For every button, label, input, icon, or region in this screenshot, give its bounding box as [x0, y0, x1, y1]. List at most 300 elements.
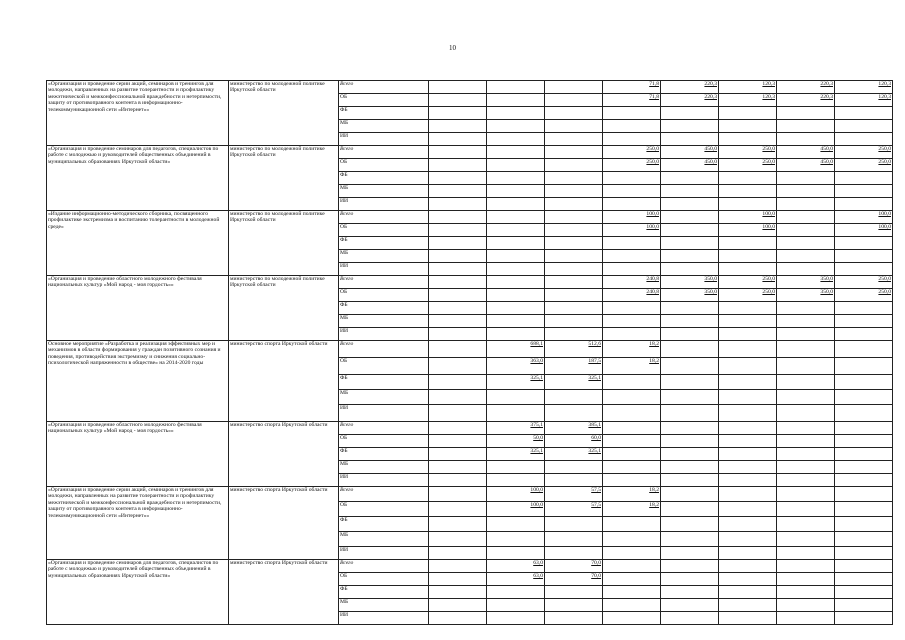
amount-cell [487, 263, 545, 276]
amount-cell [603, 224, 661, 237]
amount-value: 325,1 [530, 448, 543, 454]
amount-cell [487, 448, 545, 461]
activity-description: Основное мероприятие «Разработка и реализация эффективных мер и механизмов в области формирования у граждан позитивного сознания и поведения, противодействия экстремизму и снижения социально-психологической напряженности в обществе» на 2014-2020 годы [47, 341, 229, 422]
amount-cell [545, 211, 603, 224]
amount-cell [429, 198, 487, 211]
amount-cell [545, 599, 603, 612]
amount-cell [487, 560, 545, 573]
amount-cell [835, 159, 893, 172]
amount-cell [777, 237, 835, 250]
amount-cell [545, 159, 603, 172]
amount-cell [545, 405, 603, 422]
amount-cell [545, 81, 603, 94]
amount-cell [661, 276, 719, 289]
amount-cell [429, 94, 487, 107]
amount-cell [661, 448, 719, 461]
amount-cell [603, 390, 661, 405]
amount-cell [603, 474, 661, 487]
amount-cell [487, 198, 545, 211]
amount-cell [777, 474, 835, 487]
amount-value: 250,0 [878, 289, 891, 295]
table-row [47, 341, 893, 358]
funding-source: ОБ [339, 224, 429, 237]
amount-cell [661, 237, 719, 250]
funding-source: ФБ [339, 237, 429, 250]
amount-cell [545, 328, 603, 341]
amount-value: 350,0 [704, 276, 717, 282]
amount-cell [603, 159, 661, 172]
amount-value: 71,8 [649, 81, 659, 87]
amount-value: 18,2 [649, 341, 659, 347]
amount-cell [719, 94, 777, 107]
amount-cell [429, 612, 487, 625]
amount-cell [719, 560, 777, 573]
funding-source: Всего [339, 560, 429, 573]
amount-cell [487, 612, 545, 625]
amount-cell [487, 422, 545, 435]
amount-cell [777, 358, 835, 375]
activity-executor: министерство по молодежной политике Иркутской области [229, 146, 339, 211]
funding-source: ФБ [339, 517, 429, 532]
amount-cell [487, 375, 545, 390]
amount-value: 50,0 [533, 435, 543, 441]
amount-cell [603, 328, 661, 341]
amount-cell [835, 612, 893, 625]
activity-executor: министерство по молодежной политике Иркутской области [229, 276, 339, 341]
activity-executor: министерство спорта Иркутской области [229, 560, 339, 625]
amount-cell [429, 573, 487, 586]
amount-cell [429, 474, 487, 487]
amount-cell [777, 547, 835, 560]
amount-cell [719, 328, 777, 341]
amount-cell [777, 612, 835, 625]
amount-cell [777, 461, 835, 474]
amount-cell [719, 599, 777, 612]
amount-value: 57,5 [591, 487, 601, 493]
amount-cell [661, 341, 719, 358]
amount-cell [545, 502, 603, 517]
funding-source: ИИ [339, 133, 429, 146]
amount-value: 18,2 [649, 487, 659, 493]
amount-value: 220,3 [820, 81, 833, 87]
amount-cell [661, 502, 719, 517]
amount-cell [603, 315, 661, 328]
amount-cell [487, 573, 545, 586]
amount-cell [487, 120, 545, 133]
amount-cell [777, 185, 835, 198]
activity-executor: министерство спорта Иркутской области [229, 487, 339, 560]
amount-cell [603, 237, 661, 250]
amount-cell [777, 405, 835, 422]
amount-cell [429, 599, 487, 612]
amount-cell [661, 120, 719, 133]
amount-cell [661, 560, 719, 573]
amount-cell [777, 422, 835, 435]
amount-cell [603, 375, 661, 390]
amount-cell [777, 146, 835, 159]
funding-source: ФБ [339, 375, 429, 390]
funding-source: ИИ [339, 198, 429, 211]
amount-cell [603, 448, 661, 461]
amount-cell [429, 224, 487, 237]
amount-cell [719, 302, 777, 315]
funding-source: ФБ [339, 107, 429, 120]
amount-cell [719, 250, 777, 263]
amount-cell [487, 172, 545, 185]
amount-value: 70,0 [591, 560, 601, 566]
program-activities-table [46, 80, 893, 625]
activity-description: «Организация и проведение семинаров для педагогов, специалистов по работе с молодежью и руководителей общественных объединений в муниципальных образованиях Иркутской области» [47, 146, 229, 211]
amount-cell [487, 358, 545, 375]
amount-cell [719, 81, 777, 94]
funding-source: ИИ [339, 263, 429, 276]
table-row [47, 487, 893, 502]
amount-cell [777, 107, 835, 120]
amount-value: 100,0 [646, 224, 659, 230]
funding-source: Всего [339, 146, 429, 159]
amount-cell [545, 94, 603, 107]
funding-source: Всего [339, 81, 429, 94]
amount-cell [603, 133, 661, 146]
amount-cell [835, 120, 893, 133]
amount-value: 18,2 [649, 358, 659, 364]
amount-cell [835, 185, 893, 198]
amount-cell [603, 487, 661, 502]
amount-cell [429, 172, 487, 185]
amount-cell [835, 502, 893, 517]
activity-description: «Организация и проведение областного молодежного фестиваля национальных культур «Мой народ - моя гордость»» [47, 276, 229, 341]
amount-cell [545, 276, 603, 289]
amount-cell [777, 532, 835, 547]
amount-value: 350,0 [820, 289, 833, 295]
amount-value: 450,0 [704, 146, 717, 152]
amount-cell [777, 250, 835, 263]
amount-cell [487, 289, 545, 302]
table-row [47, 81, 893, 94]
amount-cell [487, 81, 545, 94]
activity-description: «Издание информационно-методического сборника, посвященного профилактике экстремизма и воспитанию толерантности в молодежной среде» [47, 211, 229, 276]
amount-cell [661, 586, 719, 599]
funding-source: ОБ [339, 502, 429, 517]
amount-cell [835, 237, 893, 250]
funding-source: ИИ [339, 328, 429, 341]
amount-cell [545, 461, 603, 474]
amount-cell [545, 560, 603, 573]
funding-source: Всего [339, 211, 429, 224]
amount-cell [429, 560, 487, 573]
amount-cell [835, 405, 893, 422]
activity-executor: министерство по молодежной политике Иркутской области [229, 211, 339, 276]
amount-value: 100,0 [762, 211, 775, 217]
amount-cell [777, 159, 835, 172]
amount-cell [429, 328, 487, 341]
amount-cell [487, 586, 545, 599]
amount-cell [603, 461, 661, 474]
amount-cell [661, 250, 719, 263]
amount-value: 375,1 [530, 422, 543, 428]
amount-value: 100,0 [646, 211, 659, 217]
amount-value: 250,0 [878, 146, 891, 152]
amount-cell [777, 224, 835, 237]
amount-cell [719, 422, 777, 435]
amount-cell [487, 461, 545, 474]
amount-cell [719, 435, 777, 448]
amount-cell [835, 435, 893, 448]
amount-cell [487, 107, 545, 120]
amount-cell [719, 517, 777, 532]
amount-cell [603, 198, 661, 211]
amount-cell [777, 198, 835, 211]
amount-cell [719, 146, 777, 159]
funding-source: ИИ [339, 474, 429, 487]
amount-value: 120,3 [762, 81, 775, 87]
amount-value: 57,5 [591, 502, 601, 508]
amount-cell [835, 198, 893, 211]
amount-cell [545, 487, 603, 502]
amount-cell [603, 586, 661, 599]
amount-value: 100,0 [762, 224, 775, 230]
amount-cell [719, 198, 777, 211]
amount-cell [603, 263, 661, 276]
amount-cell [661, 328, 719, 341]
amount-cell [487, 405, 545, 422]
amount-cell [835, 448, 893, 461]
amount-cell [545, 612, 603, 625]
amount-value: 385,1 [588, 422, 601, 428]
amount-cell [429, 237, 487, 250]
amount-cell [545, 315, 603, 328]
amount-cell [777, 315, 835, 328]
amount-cell [661, 435, 719, 448]
amount-value: 70,0 [591, 573, 601, 579]
funding-source: Всего [339, 422, 429, 435]
funding-source: ОБ [339, 94, 429, 107]
amount-cell [777, 599, 835, 612]
amount-cell [545, 289, 603, 302]
amount-cell [487, 435, 545, 448]
table-row [47, 276, 893, 289]
amount-value: 120,3 [878, 94, 891, 100]
amount-cell [835, 375, 893, 390]
amount-cell [777, 172, 835, 185]
amount-cell [777, 586, 835, 599]
activity-executor: министерство по молодежной политике Иркутской области [229, 81, 339, 146]
funding-source: ОБ [339, 159, 429, 172]
amount-cell [545, 120, 603, 133]
amount-cell [487, 599, 545, 612]
amount-value: 250,0 [878, 159, 891, 165]
amount-cell [835, 560, 893, 573]
amount-cell [719, 474, 777, 487]
amount-cell [835, 422, 893, 435]
amount-cell [429, 341, 487, 358]
amount-value: 512,6 [588, 341, 601, 347]
funding-source: Всего [339, 276, 429, 289]
amount-value: 220,3 [704, 94, 717, 100]
funding-source: МБ [339, 599, 429, 612]
amount-cell [545, 358, 603, 375]
amount-cell [835, 94, 893, 107]
amount-cell [835, 532, 893, 547]
amount-value: 250,0 [762, 159, 775, 165]
amount-cell [545, 422, 603, 435]
amount-cell [835, 276, 893, 289]
amount-cell [487, 487, 545, 502]
amount-cell [661, 358, 719, 375]
amount-cell [719, 237, 777, 250]
amount-cell [661, 94, 719, 107]
amount-cell [835, 341, 893, 358]
amount-cell [719, 341, 777, 358]
amount-cell [719, 185, 777, 198]
amount-value: 220,3 [704, 81, 717, 87]
amount-cell [429, 435, 487, 448]
amount-cell [835, 461, 893, 474]
amount-cell [603, 532, 661, 547]
amount-cell [487, 474, 545, 487]
amount-cell [545, 224, 603, 237]
amount-cell [719, 448, 777, 461]
funding-source: МБ [339, 120, 429, 133]
funding-source: ИИ [339, 405, 429, 422]
activity-executor: министерство спорта Иркутской области [229, 341, 339, 422]
amount-cell [603, 599, 661, 612]
amount-cell [603, 422, 661, 435]
amount-cell [603, 94, 661, 107]
amount-cell [429, 532, 487, 547]
amount-cell [719, 390, 777, 405]
amount-cell [429, 487, 487, 502]
amount-cell [661, 517, 719, 532]
amount-cell [719, 532, 777, 547]
amount-cell [487, 341, 545, 358]
amount-cell [719, 211, 777, 224]
amount-cell [777, 573, 835, 586]
amount-cell [661, 81, 719, 94]
amount-cell [487, 302, 545, 315]
amount-cell [603, 289, 661, 302]
amount-cell [545, 474, 603, 487]
amount-cell [603, 560, 661, 573]
amount-cell [429, 81, 487, 94]
amount-cell [603, 172, 661, 185]
amount-cell [661, 612, 719, 625]
amount-cell [487, 502, 545, 517]
amount-cell [545, 185, 603, 198]
amount-cell [487, 94, 545, 107]
amount-cell [835, 250, 893, 263]
table-row [47, 211, 893, 224]
funding-source: МБ [339, 532, 429, 547]
amount-cell [661, 107, 719, 120]
amount-value: 363,0 [530, 358, 543, 364]
funding-source: МБ [339, 315, 429, 328]
amount-cell [545, 250, 603, 263]
funding-source: ФБ [339, 448, 429, 461]
funding-source: ФБ [339, 586, 429, 599]
amount-cell [835, 146, 893, 159]
amount-cell [603, 517, 661, 532]
amount-cell [545, 586, 603, 599]
amount-cell [719, 133, 777, 146]
amount-cell [719, 405, 777, 422]
amount-cell [603, 276, 661, 289]
amount-cell [545, 573, 603, 586]
funding-source: МБ [339, 461, 429, 474]
amount-cell [603, 302, 661, 315]
amount-cell [429, 358, 487, 375]
amount-cell [603, 120, 661, 133]
activity-executor: министерство спорта Иркутской области [229, 422, 339, 487]
activity-description: «Организация и проведение серии акций, семинаров и тренингов для молодежи, направленных на развитие толерантности и профилактику межэтнической и межконфессиональной враждебности и нетерпимости, защиту от противоправного контента в информационно-телекоммуникационной сети «Интернет»» [47, 81, 229, 146]
amount-cell [545, 172, 603, 185]
amount-cell [487, 532, 545, 547]
amount-cell [487, 547, 545, 560]
amount-cell [429, 302, 487, 315]
amount-cell [603, 358, 661, 375]
amount-cell [661, 390, 719, 405]
amount-cell [429, 159, 487, 172]
amount-cell [429, 250, 487, 263]
table-row [47, 422, 893, 435]
amount-value: 100,0 [530, 502, 543, 508]
amount-cell [661, 159, 719, 172]
amount-cell [487, 328, 545, 341]
amount-cell [429, 586, 487, 599]
amount-value: 250,0 [762, 289, 775, 295]
amount-cell [835, 586, 893, 599]
amount-cell [777, 289, 835, 302]
amount-cell [835, 517, 893, 532]
amount-cell [487, 276, 545, 289]
amount-cell [719, 315, 777, 328]
amount-cell [719, 224, 777, 237]
amount-cell [487, 211, 545, 224]
amount-value: 325,1 [588, 375, 601, 381]
amount-cell [429, 276, 487, 289]
amount-cell [719, 263, 777, 276]
amount-cell [487, 390, 545, 405]
amount-cell [429, 375, 487, 390]
amount-cell [777, 560, 835, 573]
amount-cell [429, 107, 487, 120]
amount-cell [719, 547, 777, 560]
amount-cell [429, 390, 487, 405]
amount-cell [603, 107, 661, 120]
amount-cell [835, 487, 893, 502]
amount-cell [835, 315, 893, 328]
amount-cell [661, 461, 719, 474]
amount-cell [487, 315, 545, 328]
table-row [47, 560, 893, 573]
amount-cell [777, 487, 835, 502]
amount-cell [661, 172, 719, 185]
table-row [47, 146, 893, 159]
amount-cell [429, 461, 487, 474]
amount-value: 240,8 [646, 289, 659, 295]
funding-source: ОБ [339, 435, 429, 448]
amount-cell [487, 224, 545, 237]
amount-cell [661, 289, 719, 302]
amount-cell [545, 375, 603, 390]
amount-cell [719, 358, 777, 375]
amount-cell [661, 547, 719, 560]
amount-cell [487, 237, 545, 250]
amount-cell [835, 81, 893, 94]
amount-cell [603, 435, 661, 448]
amount-cell [661, 599, 719, 612]
funding-source: МБ [339, 185, 429, 198]
